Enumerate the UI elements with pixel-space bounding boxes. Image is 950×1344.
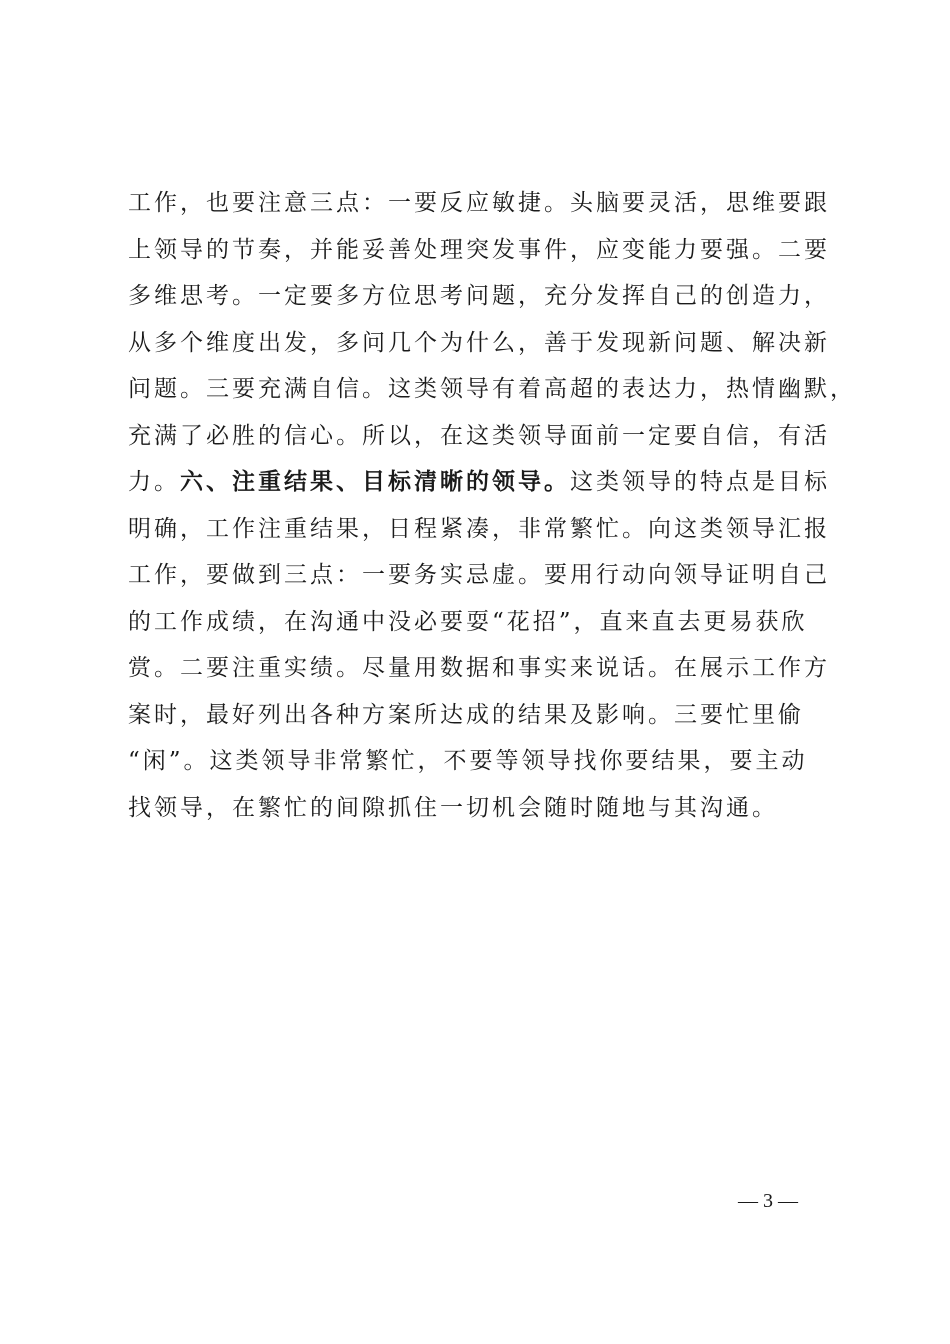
text-line: 找领导，在繁忙的间隙抓住一切机会随时随地与其沟通。 — [128, 794, 778, 821]
text-line: 上领导的节奏，并能妥善处理突发事件，应变能力要强。二要 — [128, 236, 830, 263]
text-line: 多维思考。一定要多方位思考问题，充分发挥自己的创造力， — [128, 283, 830, 309]
body-text — [128, 180, 856, 831]
text-line: 力。六、注重结果、目标清晰的领导。这类领导的特点是目标 — [128, 468, 830, 495]
text-line: 赏。二要注重实绩。尽量用数据和事实来说话。在展示工作方 — [128, 655, 830, 681]
text-line: 工作，要做到三点：一要务实忌虚。要用行动向领导证明自己 — [128, 562, 830, 588]
text-line: 工作，也要注意三点：一要反应敏捷。头脑要灵活，思维要跟 — [128, 190, 830, 216]
page-number: — 3 — — [738, 1190, 798, 1212]
text-line: 从多个维度出发，多问几个为什么，善于发现新问题、解决新 — [128, 329, 830, 356]
text-line: 充满了必胜的信心。所以，在这类领导面前一定要自信，有活 — [128, 422, 830, 449]
text-line: 问题。三要充满自信。这类领导有着高超的表达力，热情幽默， — [128, 376, 856, 402]
text-line: 明确，工作注重结果，日程紧凑，非常繁忙。向这类领导汇报 — [128, 515, 830, 542]
text-line: 的工作成绩，在沟通中没必要耍“花招”，直来直去更易获欣 — [128, 608, 808, 635]
text-line: “闲”。这类领导非常繁忙，不要等领导找你要结果，要主动 — [128, 748, 808, 774]
text-line: 案时，最好列出各种方案所达成的结果及影响。三要忙里偷 — [128, 701, 804, 728]
section-heading: 六、注重结果、目标清晰的领导。 — [180, 468, 570, 495]
